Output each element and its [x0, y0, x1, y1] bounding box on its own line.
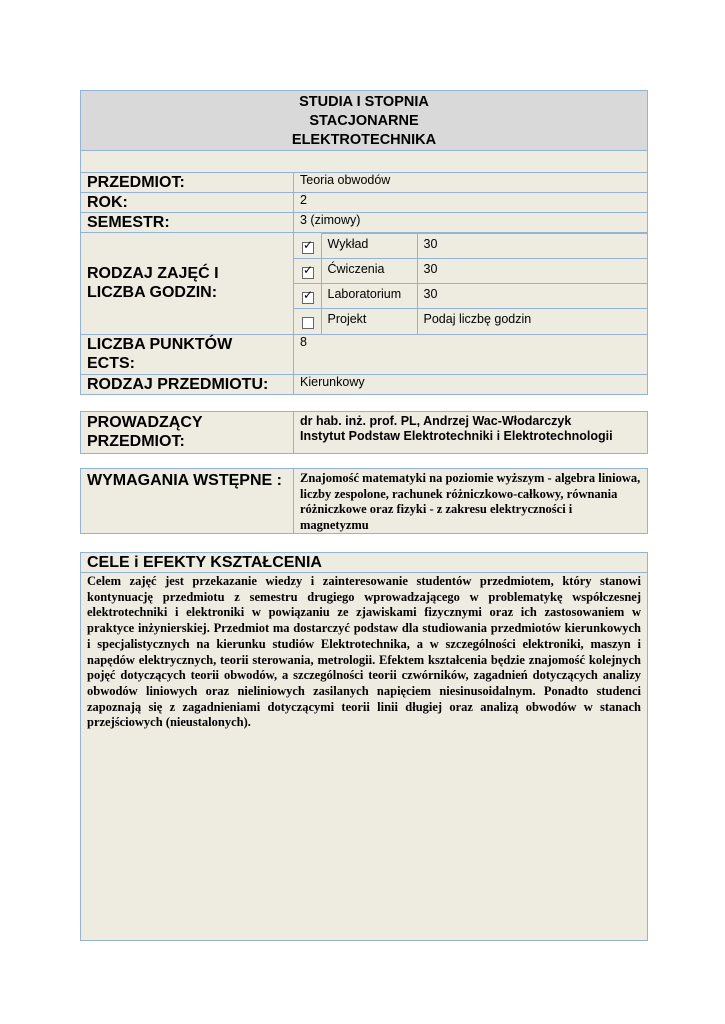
header-cell	[81, 91, 648, 151]
ects-label	[81, 334, 294, 374]
ects-value: 8	[294, 334, 648, 374]
header-line3: ELEKTROTECHNIKA	[291, 132, 437, 148]
checkbox-laboratorium[interactable]	[302, 288, 314, 304]
semestr-label: SEMESTR:	[81, 213, 294, 233]
prowadzacy-label-line1: PROWADZĄCY	[87, 414, 203, 431]
row-przedmiot	[81, 173, 648, 193]
rodzaj-przedmiotu-value: Kierunkowy	[294, 374, 648, 394]
row-rok	[81, 193, 648, 213]
course-info-table	[80, 90, 648, 395]
semestr-value: 3 (zimowy)	[294, 213, 648, 233]
row-ects	[81, 334, 648, 374]
prowadzacy-label-line2: PRZEDMIOT:	[87, 433, 185, 450]
ects-label-line1: LICZBA PUNKTÓW	[87, 335, 233, 353]
prowadzacy-label	[81, 412, 294, 454]
prowadzacy-institute: Instytut Podstaw Elektrotechniki i Elektrotechnologii	[300, 429, 613, 443]
przedmiot-value: Teoria obwodów	[294, 173, 648, 193]
row-semestr	[81, 213, 648, 233]
rok-value: 2	[294, 193, 648, 213]
rodzaj-zajec-label	[81, 233, 294, 335]
cele-text: Celem zajęć jest przekazanie wiedzy i zainteresowanie studentów przedmiotem, który stanowi kontynuację przedmiotu z semestru drugiego wprowadzającego w problematykę współczesnej elektrotechniki i elektroniki w powiązaniu ze zjawiskami fizycznymi oraz ich zastosowaniem w praktyce inżynierskiej. Przedmiot ma dostarczyć podstaw dla studiowania przedmiotów kierunkowych i specjalistycznych na kierunku studiów Elektrotechnika, a w szczególności elektroniki, maszyn i napędów elektrycznych, teorii sterowania, metrologii. Efektem kształcenia będzie znajomość kolejnych pojęć dotyczących teorii obwodów, a szczególności teorii czwórników, zagadnień dotyczących analizy obwodów liniowych oraz nieliniowych zasilanych napięciem niesinusoidalnym. Ponadto studenci zapoznają się z zagadnieniami dotyczącymi teorii linii długiej oraz analizą obwodów w stanach przejściowych (nieustalonych).	[81, 573, 648, 941]
wymagania-label: WYMAGANIA WSTĘPNE :	[81, 469, 294, 534]
class-type-row	[294, 259, 648, 284]
class-type-name: Ćwiczenia	[321, 259, 417, 284]
requirements-table	[80, 468, 648, 534]
row-cele-text	[81, 573, 648, 941]
row-prowadzacy	[81, 412, 648, 454]
spacer-row	[81, 151, 648, 173]
class-type-hours: 30	[417, 234, 648, 259]
wymagania-value: Znajomość matematyki na poziomie wyższym - algebra liniowa, liczby zespolone, rachunek różniczkowo-całkowy, równania różniczkowe oraz fizyki - z zakresu elektryczności i magnetyzmu	[294, 469, 648, 534]
class-type-hours: 30	[417, 259, 648, 284]
row-rodzaj-przedmiotu	[81, 374, 648, 394]
header-row	[81, 91, 648, 151]
goals-table	[80, 552, 648, 941]
lecturer-table	[80, 411, 648, 454]
check-mark-icon: ✓	[303, 263, 314, 277]
prowadzacy-name: dr hab. inż. prof. PL, Andrzej Wac-Włodarczyk	[300, 414, 572, 428]
rodzaj-zajec-label-line1: RODZAJ ZAJĘĆ I	[87, 265, 219, 283]
class-type-row	[294, 234, 648, 259]
rodzaj-przedmiotu-label: RODZAJ PRZEDMIOTU:	[81, 374, 294, 394]
class-type-row	[294, 284, 648, 309]
class-type-name: Projekt	[321, 309, 417, 334]
class-types-table	[294, 233, 648, 334]
row-wymagania	[81, 469, 648, 534]
check-mark-icon: ✓	[303, 288, 314, 302]
przedmiot-label: PRZEDMIOT:	[81, 173, 294, 193]
rodzaj-zajec-cell	[294, 233, 648, 335]
row-rodzaj-zajec	[81, 233, 648, 335]
header-line1: STUDIA I STOPNIA	[299, 94, 429, 110]
class-type-name: Wykład	[321, 234, 417, 259]
class-type-name: Laboratorium	[321, 284, 417, 309]
rok-label: ROK:	[81, 193, 294, 213]
header-line2: STACJONARNE	[309, 113, 419, 129]
cele-label: CELE i EFEKTY KSZTAŁCENIA	[81, 553, 648, 573]
check-mark-icon: ✓	[303, 237, 314, 252]
class-type-row	[294, 309, 648, 334]
row-cele-header	[81, 553, 648, 573]
ects-label-line2: ECTS:	[87, 354, 135, 372]
checkbox-projekt[interactable]	[302, 317, 314, 329]
checkbox-wyklad[interactable]	[302, 237, 314, 254]
checkbox-cwiczenia[interactable]	[302, 263, 314, 279]
class-type-hours: 30	[417, 284, 648, 309]
prowadzacy-value	[294, 412, 648, 454]
class-type-hours: Podaj liczbę godzin	[417, 309, 648, 334]
rodzaj-zajec-label-line2: LICZBA GODZIN:	[87, 284, 218, 302]
